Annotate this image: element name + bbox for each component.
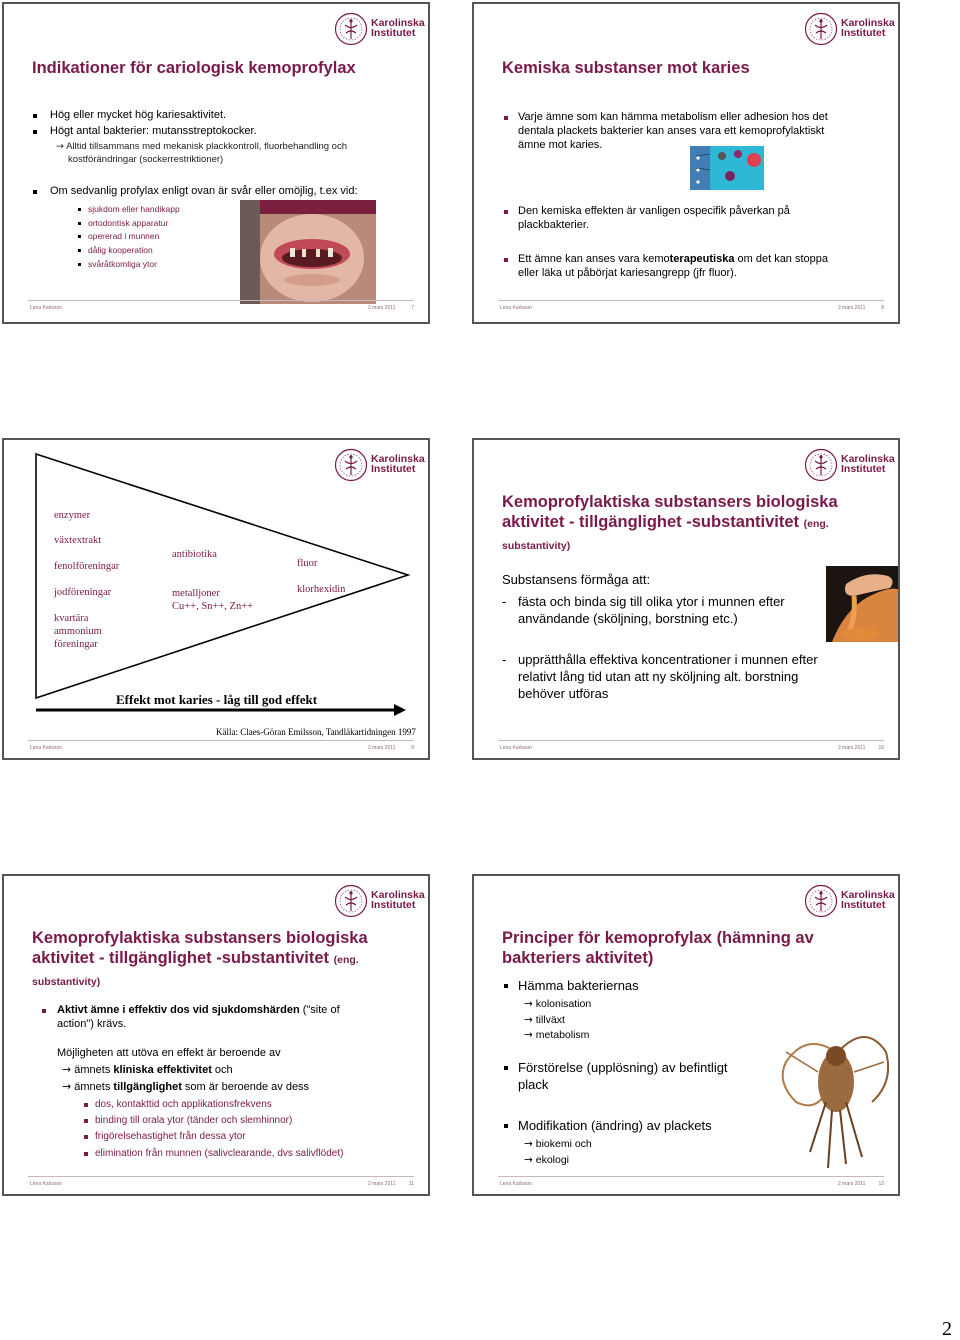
bullet-marker [33, 114, 37, 118]
footer-author: Lena Karlsson [500, 745, 532, 751]
substance-label: växtextrakt [54, 535, 102, 546]
karolinska-logo [804, 12, 895, 48]
arrow-subitem: → ekologi [524, 1153, 570, 1166]
karolinska-seal-icon [334, 884, 368, 918]
arrow-note: → Alltid tillsammans med mekanisk plackkontroll, fluorbehandling och [56, 141, 348, 152]
karolinska-seal-icon [804, 884, 838, 918]
arrow-subitem: → metabolism [524, 1029, 590, 1041]
sub-bullet-marker [78, 263, 81, 266]
ability-item: fästa och binda sig till olika ytor i munnen efter användande (sköljning, borstning etc.) [518, 594, 785, 626]
bullet-marker [504, 258, 508, 262]
substance-label: kvartära ammonium föreningar [54, 613, 102, 650]
slide-footer [28, 300, 414, 314]
karolinska-seal-icon [334, 12, 368, 46]
sub-bullet-marker [84, 1103, 88, 1107]
bullet-marker [504, 1124, 508, 1128]
arrow-icon: → [524, 998, 533, 1010]
sub-bullet-marker [84, 1119, 88, 1123]
bullet-text: Högt antal bakterier: mutansstreptokocker. [50, 125, 257, 137]
karolinska-seal-icon [804, 12, 838, 46]
arrow-icon: → [56, 141, 64, 152]
substance-label: fluor [297, 558, 318, 569]
substance-label: enzymer [54, 510, 91, 521]
footer-author: Lena Karlsson [30, 745, 62, 751]
slide-title: Kemiska substanser mot karies [502, 59, 750, 77]
arrow-subitem: → tillväxt [524, 1013, 565, 1026]
sub-bullet-text: ortodontisk apparatur [88, 217, 169, 228]
bacteria-illustration [688, 142, 768, 196]
logo-wordmark: Karolinska Institutet [371, 453, 425, 475]
paragraph: Varje ämne som kan hämma metabolism eller adhesion hos det dentala plackets bakterier kan anses vara ett kemoprofylaktiskt ämne mot karies. [518, 111, 828, 151]
slide-9 [2, 438, 430, 760]
footer-date: 2 mars 2011 [838, 745, 866, 751]
slide-footer [28, 740, 414, 754]
bullet-text: Om sedvanlig profylax enligt ovan är svår eller omöjlig, t.ex vid: [50, 185, 358, 197]
karolinska-logo [334, 884, 425, 920]
footer-author: Lena Karlsson [500, 305, 532, 311]
arrow-item: → ämnets kliniska effektivitet och [62, 1063, 233, 1076]
slide-footer [498, 300, 884, 314]
arrow-icon: → [524, 1013, 533, 1026]
dash-marker: - [502, 652, 507, 667]
sub-bullet-text: binding till orala ytor (tänder och slemhinnor) [95, 1115, 293, 1127]
effect-axis-label: Effekt mot karies - låg till god effekt [116, 692, 318, 707]
paragraph: Den kemiska effekten är vanligen ospecifik påverkan på plackbakterier. [518, 205, 790, 231]
footer-date: 2 mars 2011 [838, 305, 866, 311]
bullet-marker [42, 1009, 46, 1013]
slide-8 [472, 2, 900, 324]
footer-author: Lena Karlsson [30, 1181, 62, 1187]
child-teeth-photo [240, 200, 376, 304]
sub-bullet-text: elimination från munnen (salivclearande, dvs salivflödet) [95, 1147, 344, 1159]
logo-wordmark: Karolinska Institutet [371, 889, 425, 911]
slide-11 [2, 874, 430, 1196]
sub-bullet-text: opererad i munnen [88, 231, 160, 242]
slide-7 [2, 2, 430, 324]
slide-footer [28, 1176, 414, 1190]
logo-wordmark: Karolinska Institutet [841, 17, 895, 39]
dash-marker: - [502, 594, 507, 609]
arrow-icon: → [524, 1153, 533, 1166]
lead-text: Substansens förmåga att: [502, 572, 651, 587]
footer-slide-number: 7 [411, 305, 414, 311]
logo-wordmark: Karolinska Institutet [841, 889, 895, 911]
arrow-subitem: → kolonisation [524, 998, 592, 1010]
sub-bullet-text: dos, kontakttid och applikationsfrekvens [95, 1099, 272, 1110]
arrow-subitem: → biokemi och [524, 1138, 592, 1150]
footer-date: 2 mars 2011 [368, 745, 396, 751]
finger-sticky-photo [826, 566, 900, 642]
arrow-icon: → [524, 1138, 533, 1150]
substance-label: antibiotika [172, 549, 217, 560]
footer-slide-number: 11 [408, 1181, 414, 1187]
bullet-marker [504, 984, 508, 988]
sub-bullet-text: frigörelsehastighet från dessa ytor [95, 1131, 246, 1143]
arrow-icon: → [524, 1029, 533, 1041]
substance-label: klorhexidin [297, 584, 346, 595]
footer-author: Lena Karlsson [500, 1181, 532, 1187]
slide-title: Principer för kemoprofylax (hämning av bakteriers aktivitet) [502, 929, 814, 967]
bullet-text: Modifikation (ändring) av plackets [518, 1118, 712, 1133]
slide-footer [498, 1176, 884, 1190]
bullet-text: Aktivt ämne i effektiv dos vid sjukdomshärden ("site of action") krävs. [57, 1004, 340, 1030]
substance-label: metalljoner Cu++, Sn++, Zn++ [172, 588, 254, 612]
footer-date: 2 mars 2011 [838, 1181, 866, 1187]
arrow-icon: → [62, 1080, 72, 1093]
ability-item: upprätthålla effektiva koncentrationer i munnen efter relativt lång tid utan att ny sköljning alt. borstning behöver utföras [518, 652, 818, 701]
page-number: 2 [942, 1318, 952, 1340]
bullet-marker [33, 190, 37, 194]
sub-bullet-marker [78, 222, 81, 225]
arrow-item: → ämnets tillgänglighet som är beroende av dess [62, 1080, 310, 1093]
substance-label: jodföreningar [54, 587, 112, 598]
substance-label: fenolföreningar [54, 561, 120, 572]
karolinska-logo [804, 448, 895, 484]
slide-title: Kemoprofylaktiska substansers biologiska aktivitet - tillgänglighet -substantivitet (eng. substantivity) [502, 493, 838, 552]
sub-bullet-marker [84, 1152, 88, 1156]
bullet-text: Förstörelse (upplösning) av befintligt plack [518, 1060, 728, 1092]
sub-bullet-text: sjukdom eller handikapp [88, 204, 180, 214]
footer-slide-number: 9 [411, 745, 414, 751]
sub-bullet-marker [78, 208, 81, 211]
lead-text: Möjligheten att utöva en effekt är beroende av [57, 1047, 281, 1059]
source-citation: Källa: Claes-Göran Emilsson, Tandläkartidningen 1997 [216, 727, 416, 737]
slide-12 [472, 874, 900, 1196]
arrow-icon: → [62, 1063, 72, 1076]
karolinska-seal-icon [804, 448, 838, 482]
sub-bullet-text: svåråtkomliga ytor [88, 258, 157, 269]
bullet-marker [504, 210, 508, 214]
paragraph: Ett ämne kan anses vara kemoterapeutiska om det kan stoppa eller läka ut påbörjat kariesangrepp (jfr fluor). [518, 253, 829, 279]
karolinska-logo [804, 884, 895, 920]
footer-author: Lena Karlsson [30, 305, 62, 311]
footer-slide-number: 10 [878, 745, 884, 751]
sub-bullet-marker [78, 249, 81, 252]
dead-insect-photo [766, 992, 898, 1172]
logo-wordmark: Karolinska Institutet [841, 453, 895, 475]
slide-footer [498, 740, 884, 754]
slide-title: Indikationer för cariologisk kemoprofylax [32, 59, 356, 77]
slide-10 [472, 438, 900, 760]
bullet-marker [504, 1066, 508, 1070]
sub-bullet-marker [84, 1135, 88, 1139]
karolinska-logo [334, 12, 425, 48]
footer-slide-number: 8 [881, 305, 884, 311]
bullet-text: Hög eller mycket hög kariesaktivitet. [50, 109, 227, 121]
bullet-marker [33, 130, 37, 134]
bullet-text: Hämma bakteriernas [518, 978, 639, 993]
arrow-note-cont: kostförändringar (sockerrestriktioner) [68, 154, 224, 165]
sub-bullet-marker [78, 235, 81, 238]
slide-title: Kemoprofylaktiska substansers biologiska aktivitet - tillgänglighet -substantivitet (eng. substantivity) [32, 929, 368, 988]
footer-slide-number: 12 [878, 1181, 884, 1187]
bullet-marker [504, 116, 508, 120]
logo-wordmark: Karolinska Institutet [371, 17, 425, 39]
footer-date: 2 mars 2011 [368, 1181, 396, 1187]
footer-date: 2 mars 2011 [368, 305, 396, 311]
sub-bullet-text: dålig kooperation [88, 245, 153, 256]
